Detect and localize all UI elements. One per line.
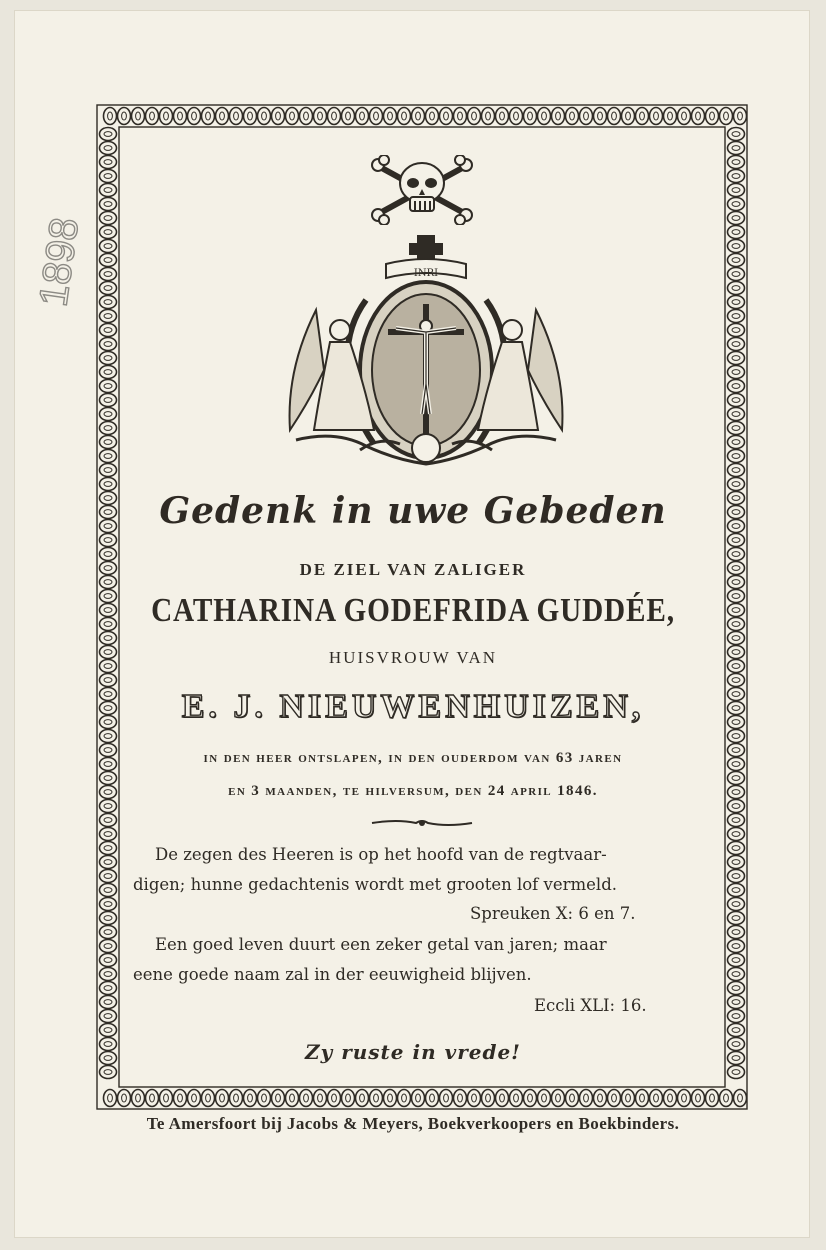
heading: Gedenk in uwe Gebeden	[159, 490, 667, 532]
verse-reference-1: Spreuken X: 6 en 7.	[470, 904, 636, 923]
death-line-1: in den heer ontslapen, in den ouderdom van 63 jaren	[203, 750, 623, 766]
crucifix-with-angels-icon	[276, 230, 576, 480]
svg-text:INRI: INRI	[413, 268, 439, 279]
handwritten-number	[26, 190, 96, 310]
death-line-2: en 3 maanden, te hilversum, den 24 april 1846.	[228, 783, 598, 799]
verse-line-4: eene goede naam zal in der eeuwigheid blijven.	[133, 965, 532, 984]
verse-line-2: digen; hunne gedachtenis wordt met grooten lof vermeld.	[133, 875, 618, 894]
death-details	[0, 742, 826, 808]
svg-text:1898: 1898	[31, 215, 88, 310]
verse-line-3: Een goed leven duurt een zeker getal van jaren; maar	[155, 935, 607, 954]
divider-flourish	[370, 818, 474, 828]
soul-of-label: DE ZIEL VAN ZALIGER	[299, 560, 527, 579]
husband-name: E. J. NIEUWENHUIZEN,	[181, 688, 645, 725]
verse-line-1: De zegen des Heeren is op het hoofd van de regtvaar-	[155, 845, 607, 864]
printer-imprint: Te Amersfoort bij Jacobs & Meyers, Boekverkoopers en Boekbinders.	[146, 1114, 680, 1133]
verse-reference-2: Eccli XLI: 16.	[534, 996, 647, 1015]
skull-crossbones-icon	[370, 155, 474, 225]
wife-of-label: HUISVROUW VAN	[328, 648, 498, 667]
deceased-name: CATHARINA GODEFRIDA GUDDÉE,	[151, 592, 675, 629]
closing-blessing: Zy ruste in vrede!	[305, 1040, 521, 1064]
